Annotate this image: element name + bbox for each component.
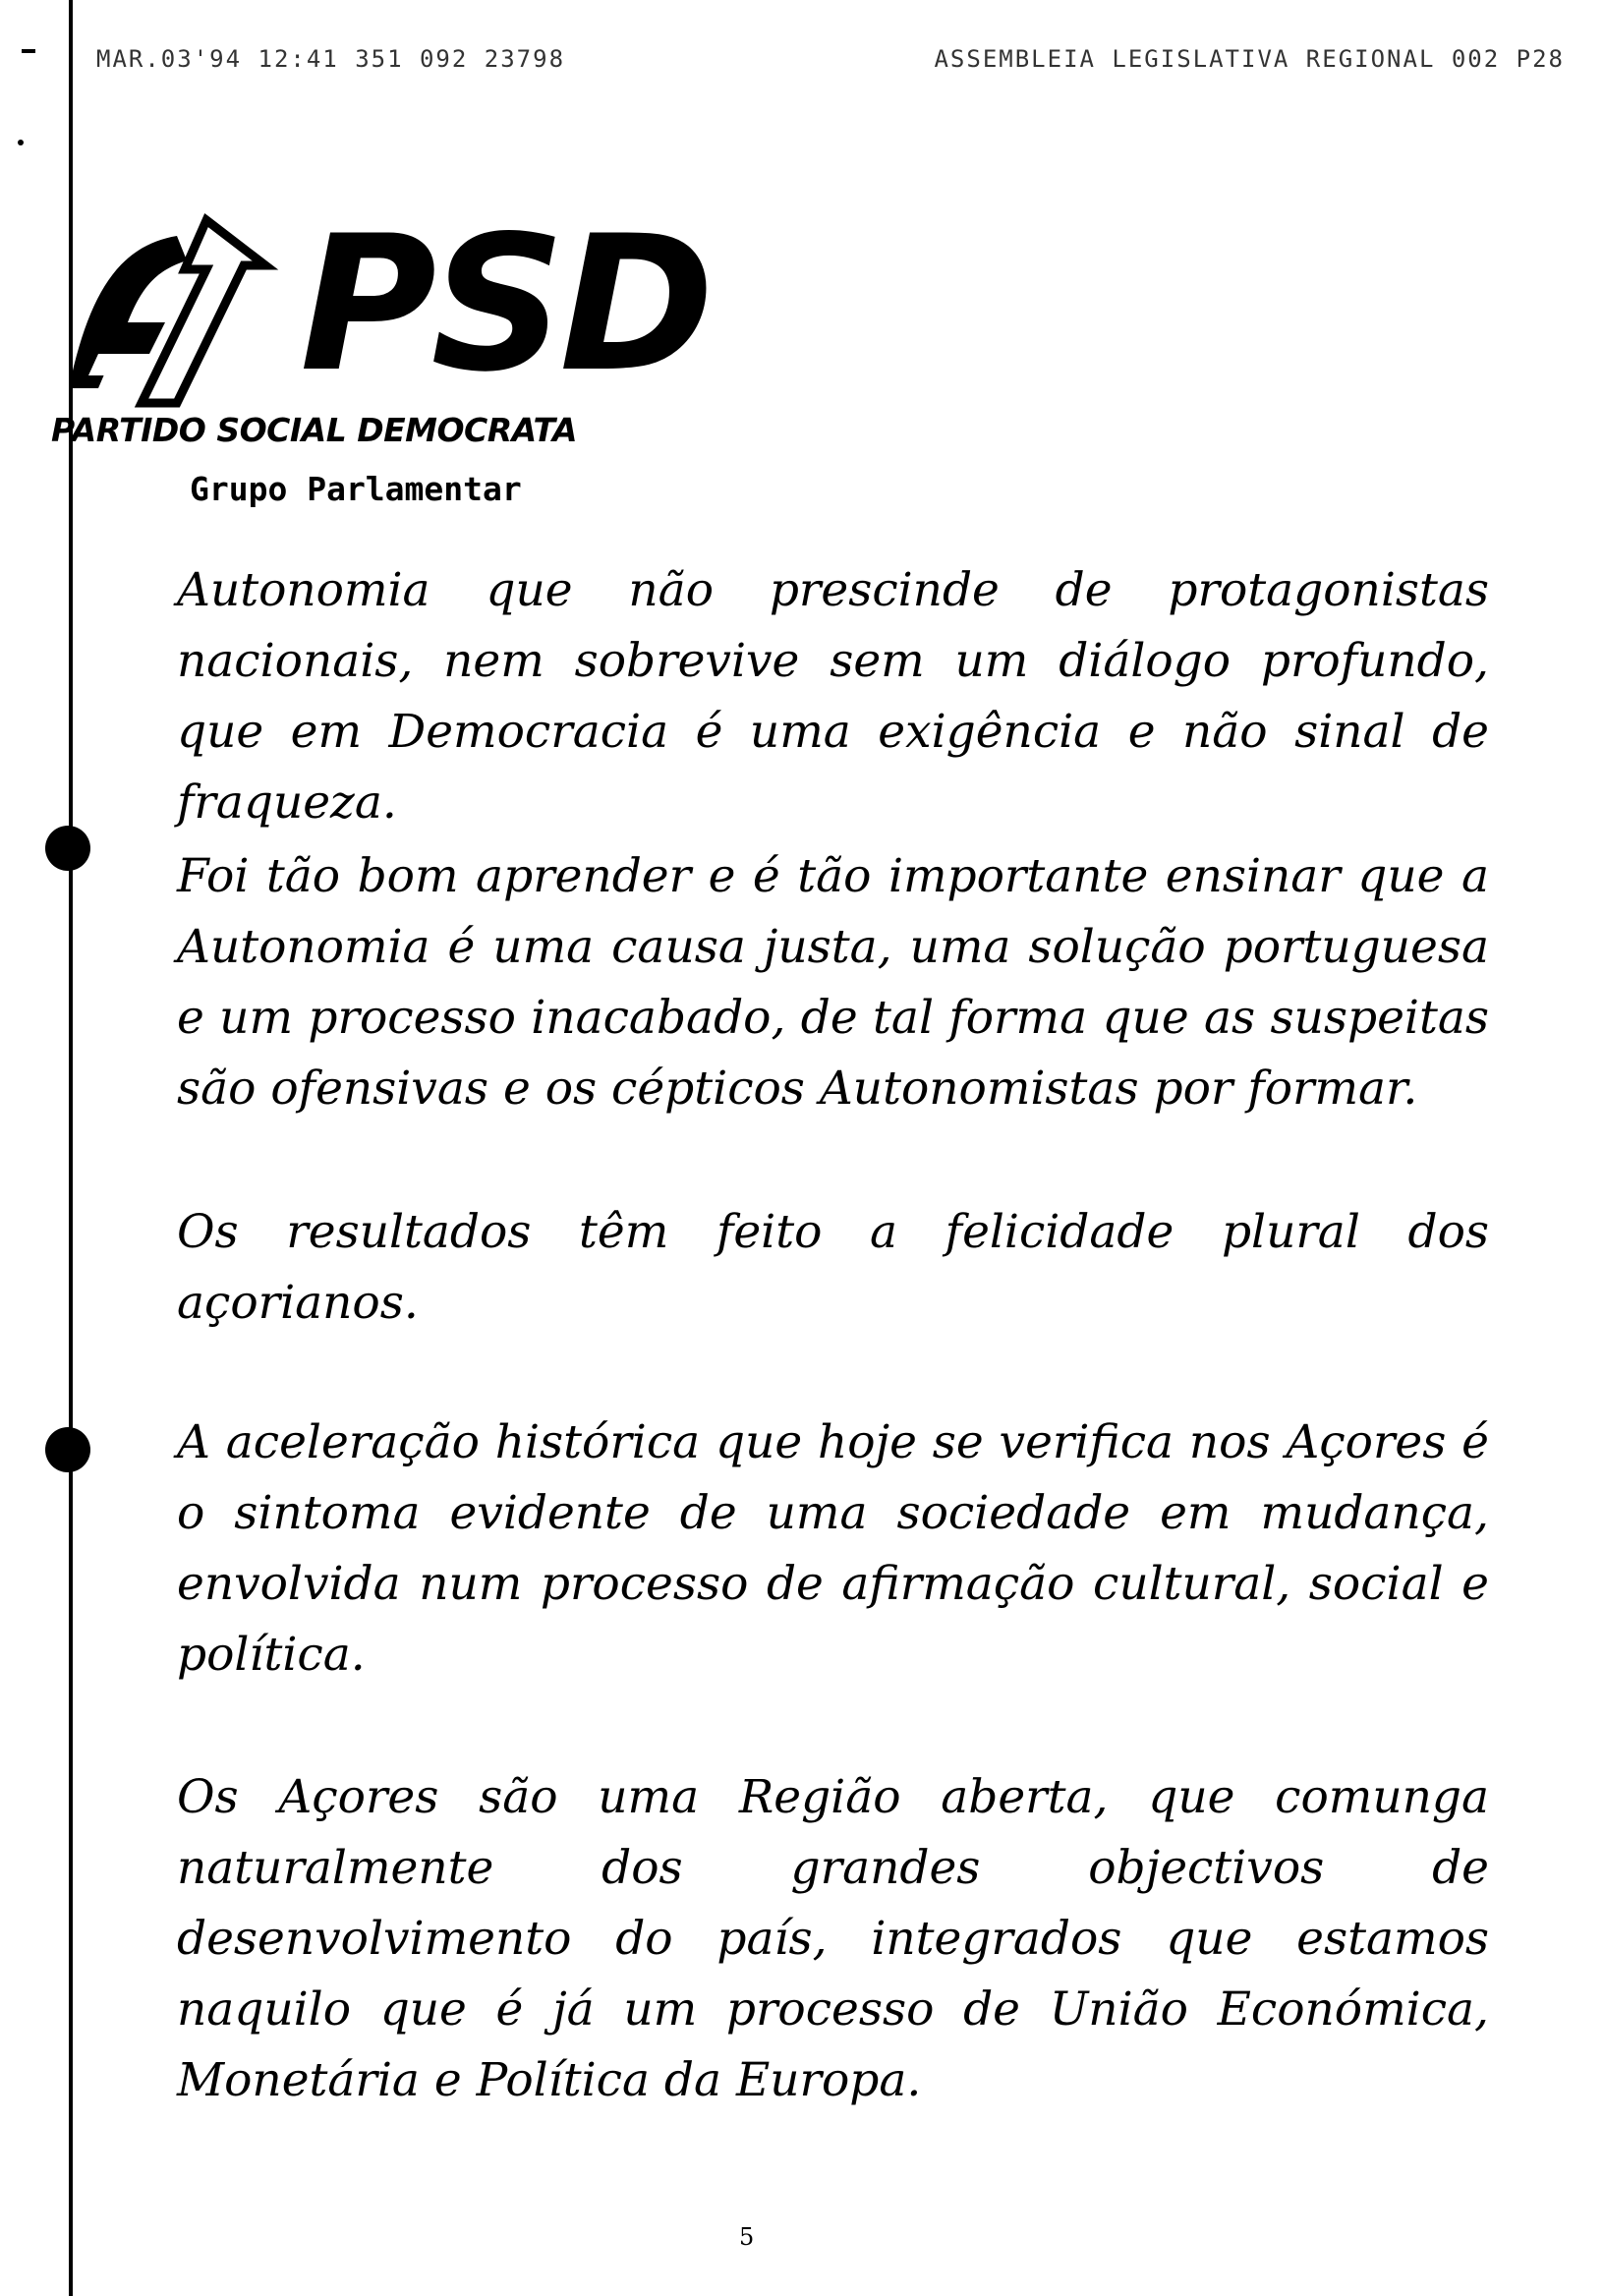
scan-mark <box>22 49 35 53</box>
group-label: Grupo Parlamentar <box>190 470 522 508</box>
fax-header-left: MAR.03'94 12:41 351 092 23798 <box>96 45 566 73</box>
paragraph: Autonomia que não prescinde de protagonistas nacionais, nem sobrevive sem um diálogo profundo, que em Democracia é uma exigência e não sinal de fraqueza. <box>177 563 1489 830</box>
punch-hole <box>45 826 90 871</box>
scan-mark <box>18 140 24 145</box>
paragraph: Foi tão bom aprender e é tão importante ensinar que a Autonomia é uma causa justa, uma solução portuguesa e um processo inacabado, de tal forma que as suspeitas são ofensivas e os cépticos Autonomistas por formar. <box>177 849 1489 1116</box>
arrow-logo-icon <box>59 206 305 413</box>
page-number: 5 <box>739 2223 755 2251</box>
fax-header <box>96 45 1565 75</box>
psd-logo <box>51 196 709 462</box>
paragraph: Os resultados têm feito a felicidade plural dos açorianos. <box>177 1205 1489 1330</box>
fax-header-right: ASSEMBLEIA LEGISLATIVA REGIONAL 002 P28 <box>934 45 1565 73</box>
punch-hole <box>45 1427 90 1472</box>
party-name: PARTIDO SOCIAL DEMOCRATA <box>51 411 578 449</box>
paragraph: A aceleração histórica que hoje se verifica nos Açores é o sintoma evidente de uma sociedade em mudança, envolvida num processo de afirmação cultural, social e política. <box>177 1415 1489 1682</box>
paragraph: Os Açores são uma Região aberta, que comunga naturalmente dos grandes objectivos de desenvolvimento do país, integrados que estamos naquilo que é já um processo de União Económica, Monetária e Política da Europa. <box>177 1770 1489 2107</box>
logo-acronym: PSD <box>300 196 709 413</box>
